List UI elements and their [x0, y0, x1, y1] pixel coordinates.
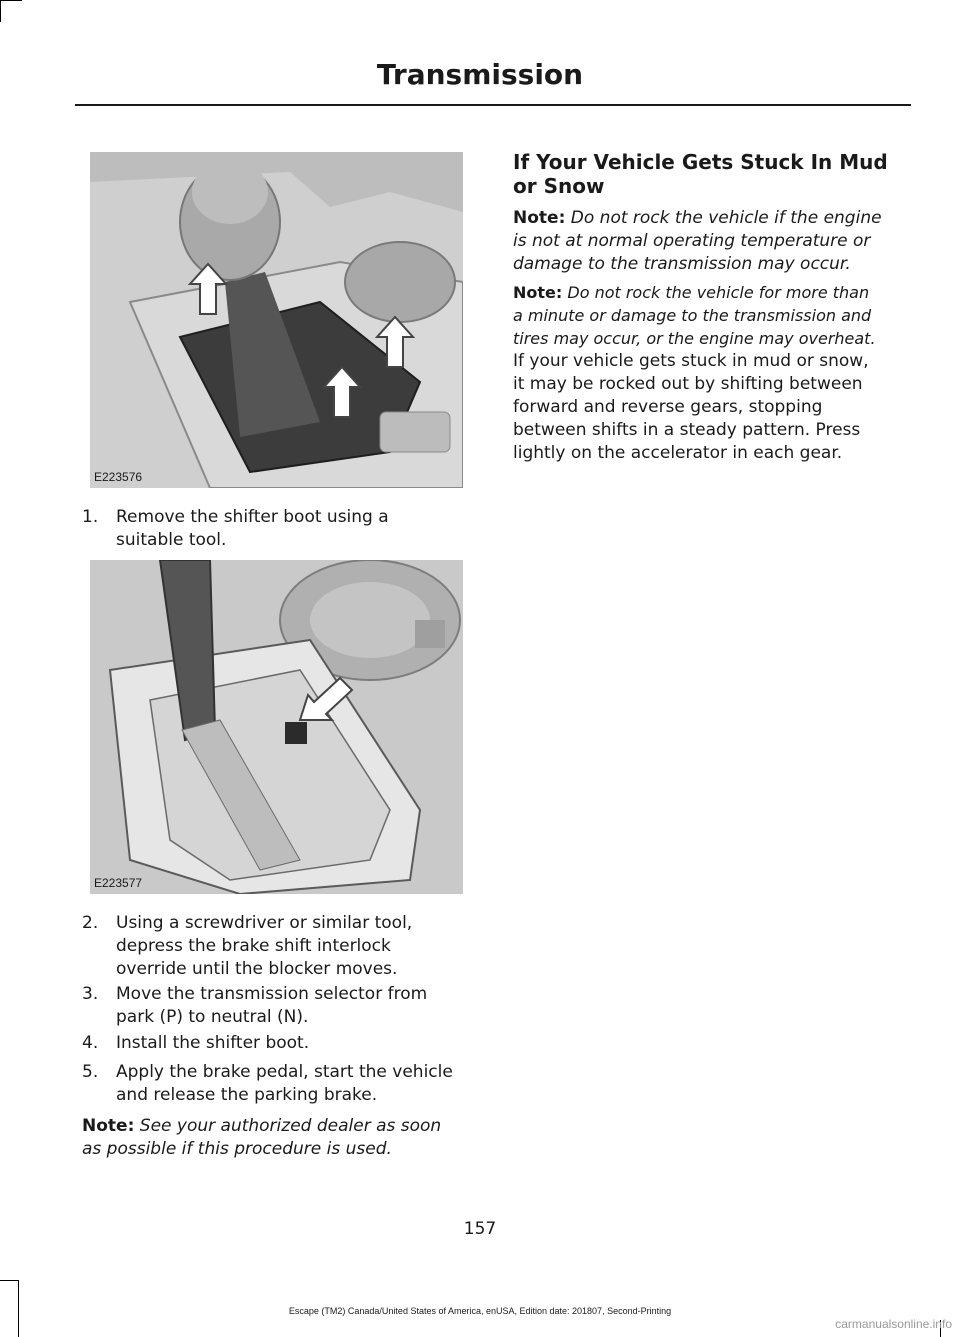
step-number: 1.: [82, 507, 99, 527]
note-text: a minute or damage to the transmission and: [513, 306, 872, 325]
watermark: carmanualsonline.info: [835, 1317, 952, 1331]
heading-line: or Snow: [513, 174, 605, 198]
note-text: damage to the transmission may occur.: [513, 254, 851, 274]
step-text: [116, 506, 389, 552]
interlock-override-illustration: [90, 560, 463, 894]
step-text-line: Remove the shifter boot using a: [116, 507, 389, 527]
crop-mark: [0, 0, 1, 22]
note-text: as possible if this procedure is used.: [82, 1139, 392, 1159]
paragraph-line: it may be rocked out by shifting between: [513, 374, 863, 394]
dealer-note: [82, 1115, 477, 1161]
note-label: Note:: [513, 208, 566, 228]
step-3: [82, 983, 472, 1029]
note-text: is not at normal operating temperature or: [513, 231, 871, 251]
step-text-line: Move the transmission selector from: [116, 984, 428, 1004]
crop-mark: [0, 1280, 19, 1281]
step-text: [116, 983, 427, 1029]
step-5: [82, 1061, 477, 1107]
paragraph-line: between shifts in a steady pattern. Press: [513, 420, 861, 440]
figure-interlock-override: [90, 560, 463, 894]
note-text: tires may occur, or the engine may overheat.: [513, 329, 876, 348]
note-label: Note:: [82, 1116, 135, 1136]
step-1: [82, 506, 462, 552]
step-text-line: park (P) to neutral (N).: [116, 1007, 309, 1027]
step-text-line: depress the brake shift interlock: [116, 936, 391, 956]
footer-edition: Escape (TM2) Canada/United States of America, enUSA, Edition date: 201807, Second-Printing: [288, 1306, 672, 1316]
note-text: See your authorized dealer as soon: [134, 1116, 442, 1136]
step-text: [116, 912, 412, 981]
note-text: Do not rock the vehicle if the engine: [565, 208, 882, 228]
crop-mark: [0, 0, 22, 1]
figure-shifter-boot: [90, 152, 463, 488]
step-number: 4.: [82, 1033, 99, 1053]
rocking-paragraph: [513, 350, 933, 465]
step-number: 2.: [82, 913, 99, 933]
step-text-line: Using a screwdriver or similar tool,: [116, 913, 413, 933]
step-text-line: suitable tool.: [116, 530, 227, 550]
step-4: [82, 1032, 472, 1055]
figure-code: E223576: [94, 470, 143, 484]
header-divider: [75, 104, 911, 106]
step-2: [82, 912, 472, 981]
step-text-line: override until the blocker moves.: [116, 959, 398, 979]
page-title: Transmission: [376, 58, 584, 91]
step-text: Install the shifter boot.: [116, 1033, 310, 1053]
paragraph-line: lightly on the accelerator in each gear.: [513, 443, 843, 463]
note-label: Note:: [513, 283, 563, 302]
figure-code: E223577: [94, 876, 143, 890]
step-text: [116, 1061, 453, 1107]
step-text-line: Apply the brake pedal, start the vehicle: [116, 1062, 453, 1082]
section-heading: [513, 150, 933, 198]
temperature-note: [513, 207, 933, 276]
heading-line: If Your Vehicle Gets Stuck In Mud: [513, 150, 888, 174]
duration-note: [513, 281, 933, 350]
step-number: 3.: [82, 984, 99, 1004]
step-text-line: and release the parking brake.: [116, 1085, 378, 1105]
step-number: 5.: [82, 1062, 99, 1082]
page-number: 157: [463, 1219, 497, 1239]
note-text: Do not rock the vehicle for more than: [562, 283, 870, 302]
shifter-boot-illustration: [90, 152, 463, 488]
paragraph-line: If your vehicle gets stuck in mud or snow,: [513, 351, 869, 371]
paragraph-line: forward and reverse gears, stopping: [513, 397, 823, 417]
